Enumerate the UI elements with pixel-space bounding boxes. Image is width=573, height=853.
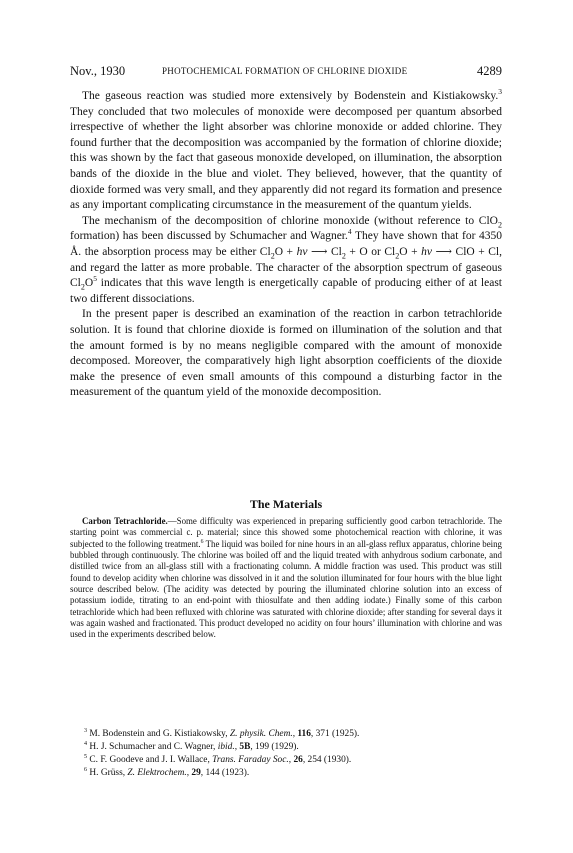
footnote-6: $^6$ H. Grüss, Z. Elektrochem., 29, 144 (1923). [84, 766, 250, 778]
materials-section [70, 516, 502, 641]
paragraph-mechanism: The mechanism of the decomposition of chlorine monoxide (without reference to ClO$_2$ formation) has been discussed by Schumacher and Wagner.$^4$ They have shown that for 4350 Å. the absorption process may be either $Cl_2O + h\nu$ ⟶ $Cl_2 + O$ or $Cl_2O + h\nu$ ⟶ ClO + Cl, and regard the latter as more probable. The character of the absorption spectrum of gaseous $Cl_2O^5$ indicates that this wave length is energetically capable of producing either of at least two different dissociations. [70, 214, 503, 305]
header-title: PHOTOCHEMICAL FORMATION OF CHLORINE DIOXIDE [162, 66, 408, 76]
running-head [70, 64, 502, 80]
footnote-3: $^3$ M. Bodenstein and G. Kistiakowsky, Z. physik. Chem., 116, 371 (1925). [84, 727, 360, 739]
paragraph-present-paper: In the present paper is described an examination of the reaction in carbon tetrachloride solution. It is found that chlorine dioxide is formed on illumination of the solution and that the amount formed is by no means negligible compared with the amount of monoxide decomposed. Moreover, the comparatively high light absorption coefficients of the dioxide make the presence of even small amounts of this compound a disturbing factor in the measurement of the quantum yield of the monoxide decomposition. [70, 308, 502, 399]
footnotes [70, 728, 502, 780]
footnote-5: $^5$ C. F. Goodeve and J. I. Wallace, Trans. Faraday Soc., 26, 254 (1930). [84, 753, 352, 765]
run-in-heading: Carbon Tetrachloride. [82, 516, 168, 526]
body-text [70, 89, 502, 401]
header-date: Nov., 1930 [70, 64, 126, 78]
footnote-4: $^4$ H. J. Schumacher and C. Wagner, ibid., 5B, 199 (1929). [84, 740, 299, 752]
section-heading: The Materials [249, 497, 323, 511]
paragraph-gaseous-reaction: The gaseous reaction was studied more extensively by Bodenstein and Kistiakowsky.$^3$ They concluded that two molecules of monoxide were decomposed per quantum absorbed irrespective of whether the light absorber was chlorine monoxide or added chlorine. They found further that the decomposition was accompanied by the formation of chlorine dioxide; this was shown by the fact that gaseous monoxide developed, on illumination, the absorption bands of the dioxide in the blue and violet. They believed, however, that the quantity of dioxide formed was very small, and they apparently did not regard its formation and presence as any important complicating circumstance in the measurement of the quantum yields. [70, 87, 502, 212]
materials-paragraph [70, 516, 502, 641]
materials-text: —Some difficulty was experienced in preparing sufficiently good carbon tetrachloride. The starting point was commercial c. p. material; since this showed some photochemical reaction with chlorine, it was subjected to the following treatment.$^6$ The liquid was boiled for nine hours in an all-glass reflux apparatus, chlorine being bubbled through continuously. The chlorine was boiled off and the liquid treated with anhydrous sodium carbonate, and distilled twice from an all-glass still with a fractionating column. A middle fraction was used. This product was still found to develop acidity when chlorine was dissolved in it and the solution illuminated for four hours with the blue light source described below. (The acidity was detected by pouring the illuminated chlorine solution into an excess of potassium iodide, titrating to an end-point with thiosulfate and then adding iodate.) Finally some of this carbon tetrachloride which had been refluxed with chlorine was saturated with chlorine dioxide; after standing for several days it was again washed and fractionated. This product developed no acidity on four hours’ illumination with chlorine and was used in the experiments described below. [70, 516, 502, 640]
page-number: 4289 [477, 64, 502, 78]
